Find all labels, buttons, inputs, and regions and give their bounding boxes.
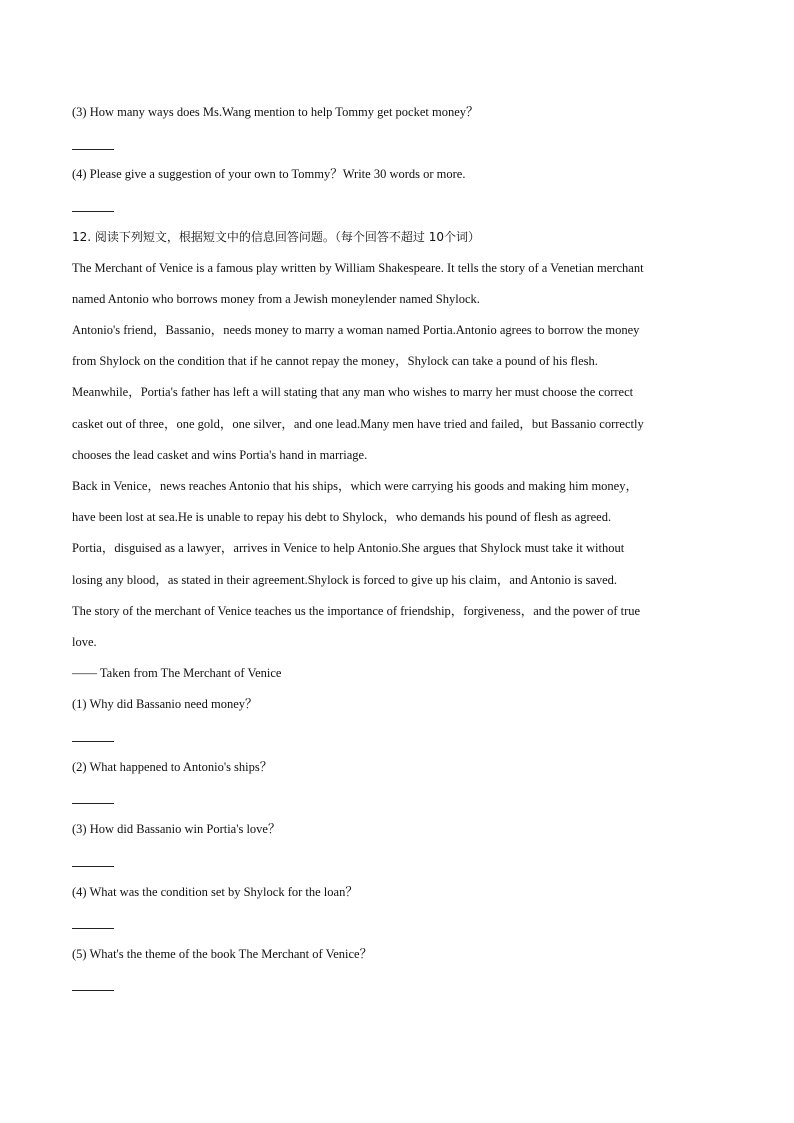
passage-line: have been lost at sea.He is unable to repay his debt to Shylock，who demands his pound of flesh as agreed. — [72, 510, 612, 524]
question-2: (2) What happened to Antonio's ships？ — [72, 760, 273, 774]
passage-line: Portia，disguised as a lawyer，arrives in Venice to help Antonio.She argues that Shylock must take it without — [72, 541, 625, 555]
answer-blank[interactable] — [72, 741, 114, 742]
prev-question-4: (4) Please give a suggestion of your own to Tommy？Write 30 words or more. — [72, 167, 466, 181]
section-heading: 12. 阅读下列短文，根据短文中的信息回答问题。（每个回答不超过 10个词） — [72, 230, 480, 244]
answer-blank[interactable] — [72, 866, 114, 867]
prev-question-3: (3) How many ways does Ms.Wang mention to help Tommy get pocket money？ — [72, 105, 479, 119]
passage-line: casket out of three，one gold，one silver，and one lead.Many men have tried and failed，but Bassanio correctly — [72, 417, 644, 431]
passage-line: Antonio's friend，Bassanio，needs money to marry a woman named Portia.Antonio agrees to borrow the money — [72, 323, 640, 337]
question-4: (4) What was the condition set by Shylock for the loan？ — [72, 885, 358, 899]
passage-line: The Merchant of Venice is a famous play written by William Shakespeare. It tells the story of a Venetian merchant — [72, 261, 644, 275]
passage-line: named Antonio who borrows money from a Jewish moneylender named Shylock. — [72, 292, 480, 306]
passage-line: losing any blood，as stated in their agreement.Shylock is forced to give up his claim，and Antonio is saved. — [72, 573, 618, 587]
passage-line: Meanwhile，Portia's father has left a will stating that any man who wishes to marry her must choose the correct — [72, 385, 634, 399]
question-5: (5) What's the theme of the book The Merchant of Venice？ — [72, 947, 373, 961]
answer-blank[interactable] — [72, 803, 114, 804]
passage-line: love. — [72, 635, 97, 649]
passage-line: The story of the merchant of Venice teaches us the importance of friendship，forgiveness，and the power of true — [72, 604, 641, 618]
passage-line: from Shylock on the condition that if he cannot repay the money，Shylock can take a pound of his flesh. — [72, 354, 598, 368]
passage-line: chooses the lead casket and wins Portia's hand in marriage. — [72, 448, 368, 462]
answer-blank[interactable] — [72, 211, 114, 212]
passage-line: Back in Venice，news reaches Antonio that his ships，which were carrying his goods and making him money， — [72, 479, 638, 493]
answer-blank[interactable] — [72, 928, 114, 929]
question-3: (3) How did Bassanio win Portia's love？ — [72, 822, 281, 836]
answer-blank[interactable] — [72, 149, 114, 150]
answer-blank[interactable] — [72, 990, 114, 991]
source-attribution: —— Taken from The Merchant of Venice — [72, 666, 282, 680]
question-1: (1) Why did Bassanio need money？ — [72, 697, 258, 711]
